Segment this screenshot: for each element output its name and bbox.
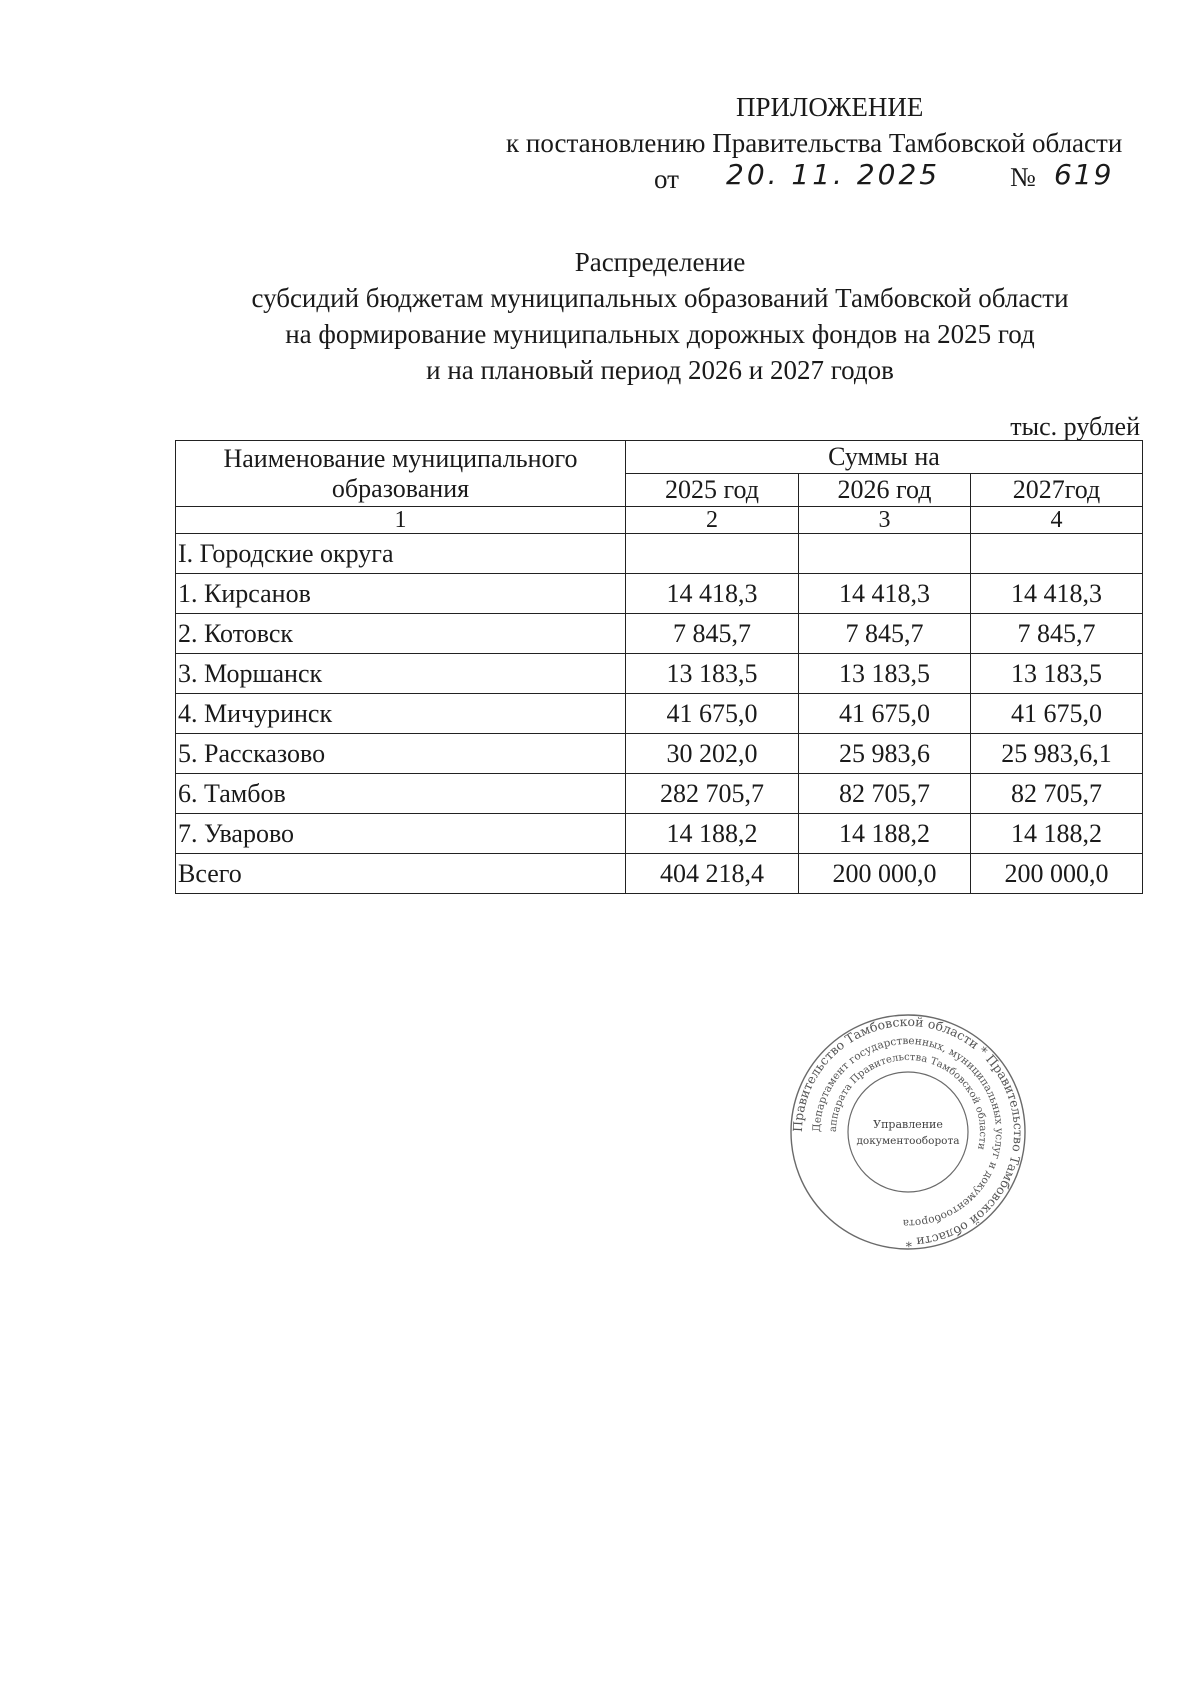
empty-cell bbox=[799, 534, 971, 574]
total-2026: 200 000,0 bbox=[799, 854, 971, 894]
amount-2026: 41 675,0 bbox=[799, 694, 971, 734]
column-number: 1 bbox=[176, 507, 626, 534]
column-number: 4 bbox=[971, 507, 1143, 534]
appendix-date: 20. 11. 2025 bbox=[726, 158, 941, 191]
amount-2025: 14 188,2 bbox=[626, 814, 799, 854]
total-2025: 404 218,4 bbox=[626, 854, 799, 894]
table-row bbox=[176, 654, 1143, 694]
stamp-middle-text: Департамент государственных, муниципальных услуг и документооборота bbox=[810, 1034, 1006, 1230]
municipality-name: 6. Тамбов bbox=[176, 774, 626, 814]
header-year-2027: 2027год bbox=[971, 474, 1143, 507]
stamp-inner-ring bbox=[848, 1072, 968, 1192]
amount-2025: 7 845,7 bbox=[626, 614, 799, 654]
appendix-resolution-line: к постановлению Правительства Тамбовской области bbox=[506, 128, 1123, 158]
header-municipality: Наименование муниципального образования bbox=[176, 441, 626, 507]
stamp-center-line-2: документооборота bbox=[856, 1135, 960, 1147]
header-year-2026: 2026 год bbox=[799, 474, 971, 507]
column-numbers-row bbox=[176, 507, 1143, 534]
appendix-title: ПРИЛОЖЕНИЕ bbox=[736, 92, 924, 122]
amount-2026: 14 188,2 bbox=[799, 814, 971, 854]
table-row bbox=[176, 614, 1143, 654]
column-number: 3 bbox=[799, 507, 971, 534]
total-label: Всего bbox=[176, 854, 626, 894]
document-title-line-1: Распределение bbox=[574, 247, 746, 277]
stamp-outer-text: Правительство Тамбовской области * Правительство Тамбовской области * bbox=[789, 1013, 1027, 1251]
municipality-name: 3. Моршанск bbox=[176, 654, 626, 694]
amount-2025: 282 705,7 bbox=[626, 774, 799, 814]
header-year-2025: 2025 год bbox=[626, 474, 799, 507]
municipality-name: 5. Рассказово bbox=[176, 734, 626, 774]
amount-2027: 82 705,7 bbox=[971, 774, 1143, 814]
total-2027: 200 000,0 bbox=[971, 854, 1143, 894]
table-header-row bbox=[176, 441, 1143, 474]
column-number: 2 bbox=[626, 507, 799, 534]
municipality-name: 1. Кирсанов bbox=[176, 574, 626, 614]
amount-2027: 13 183,5 bbox=[971, 654, 1143, 694]
empty-cell bbox=[971, 534, 1143, 574]
table-row bbox=[176, 694, 1143, 734]
appendix-from-label: от bbox=[654, 164, 679, 194]
units-label: тыс. рублей bbox=[1010, 412, 1140, 441]
municipality-name: 7. Уварово bbox=[176, 814, 626, 854]
appendix-number: 619 bbox=[1054, 158, 1114, 191]
appendix-number-label: № bbox=[1010, 162, 1036, 192]
municipality-name: 4. Мичуринск bbox=[176, 694, 626, 734]
table-row bbox=[176, 814, 1143, 854]
amount-2027: 7 845,7 bbox=[971, 614, 1143, 654]
subsidy-table bbox=[175, 440, 1143, 894]
amount-2026: 82 705,7 bbox=[799, 774, 971, 814]
document-title-line-4: и на плановый период 2026 и 2027 годов bbox=[426, 355, 894, 385]
header-sums-group: Суммы на bbox=[626, 441, 1143, 474]
amount-2027: 14 188,2 bbox=[971, 814, 1143, 854]
document-title-line-3: на формирование муниципальных дорожных фондов на 2025 год bbox=[285, 319, 1035, 349]
amount-2027: 41 675,0 bbox=[971, 694, 1143, 734]
section-label: I. Городские округа bbox=[176, 534, 626, 574]
municipality-name: 2. Котовск bbox=[176, 614, 626, 654]
amount-2027: 14 418,3 bbox=[971, 574, 1143, 614]
stamp-inner-text: аппарата Правительства Тамбовской области bbox=[827, 1051, 989, 1151]
official-stamp bbox=[788, 1012, 1028, 1252]
empty-cell bbox=[626, 534, 799, 574]
table-row bbox=[176, 734, 1143, 774]
amount-2025: 41 675,0 bbox=[626, 694, 799, 734]
table-row bbox=[176, 574, 1143, 614]
amount-2026: 13 183,5 bbox=[799, 654, 971, 694]
amount-2027: 25 983,6,1 bbox=[971, 734, 1143, 774]
table-row bbox=[176, 774, 1143, 814]
document-title-line-2: субсидий бюджетам муниципальных образований Тамбовской области bbox=[251, 283, 1069, 313]
amount-2026: 14 418,3 bbox=[799, 574, 971, 614]
amount-2026: 25 983,6 bbox=[799, 734, 971, 774]
amount-2025: 13 183,5 bbox=[626, 654, 799, 694]
total-row bbox=[176, 854, 1143, 894]
amount-2026: 7 845,7 bbox=[799, 614, 971, 654]
document-title bbox=[120, 244, 1200, 388]
section-row bbox=[176, 534, 1143, 574]
amount-2025: 14 418,3 bbox=[626, 574, 799, 614]
amount-2025: 30 202,0 bbox=[626, 734, 799, 774]
stamp-center-line-1: Управление bbox=[873, 1118, 943, 1131]
